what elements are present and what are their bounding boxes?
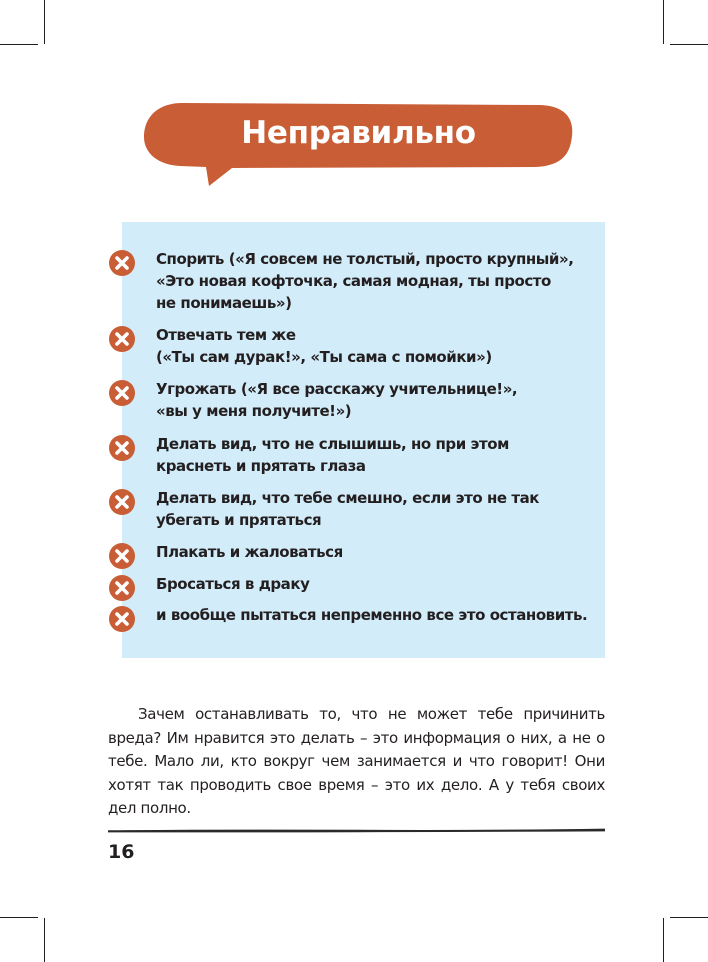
body-paragraph: Зачем останавливать то, что не может тебе причинить вреда? Им нравится это делать – это информация о них, а не о тебе. Мало ли, кто вокруг чем занимается и что говорит! Они хотят так проводить свое время – это их дело. А у тебя своих дел полно. (108, 705, 605, 817)
list-item-text: Делать вид, что не слышишь, но при этом краснеть и прятать глаза (156, 435, 509, 475)
x-icon (108, 542, 136, 570)
crop-mark-bottom-left-vertical (44, 918, 45, 962)
x-icon (108, 605, 136, 633)
x-icon (108, 379, 136, 407)
list-item-text: Бросаться в драку (156, 575, 310, 593)
crop-mark-bottom-right-vertical (663, 918, 664, 962)
banner-title: Неправильно (241, 115, 476, 151)
page-number: 16 (108, 841, 135, 863)
list-item-text: Плакать и жаловаться (156, 543, 343, 561)
list-item-text: Отвечать тем же («Ты сам дурак!», «Ты сама с помойки») (156, 326, 492, 366)
footer-divider (108, 826, 606, 834)
crop-mark-bottom-left-horizontal (0, 917, 38, 918)
list-item-text: Угрожать («Я все расскажу учительнице!», «вы у меня получите!») (156, 380, 518, 420)
list-item-text: и вообще пытаться непременно все это остановить. (156, 606, 588, 624)
list-item-text: Спорить («Я совсем не толстый, просто крупный», «Это новая кофточка, самая модная, ты просто не понимаешь») (156, 250, 574, 312)
x-icon (108, 249, 136, 277)
x-icon (108, 434, 136, 462)
list-item-text: Делать вид, что тебе смешно, если это не так убегать и прятаться (156, 489, 540, 529)
x-icon (108, 574, 136, 602)
x-icon (108, 325, 136, 353)
x-icon (108, 488, 136, 516)
crop-mark-bottom-right-horizontal (670, 917, 708, 918)
